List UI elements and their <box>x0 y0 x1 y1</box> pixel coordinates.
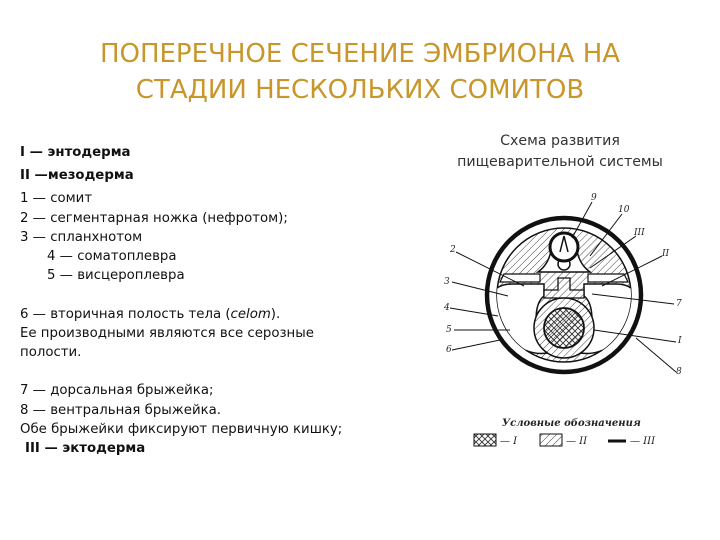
legend-endoderm: I — энтодерма <box>20 145 131 160</box>
diagram-label-4: 4 <box>444 303 450 313</box>
legend-key-III: — III <box>630 436 656 447</box>
somite-split-right <box>588 274 628 282</box>
legend-item-4: 4 — соматоплевра <box>47 249 177 265</box>
legend-item-5: 5 — висцероплевра <box>47 268 185 284</box>
legend-spacer <box>20 362 440 381</box>
diagram-label-8: 8 <box>676 367 682 377</box>
caption-line-1: Схема развития <box>500 133 620 149</box>
legend-swatch-mesoderm <box>540 434 562 446</box>
diagram-label-10: 10 <box>618 205 630 215</box>
germ-layer-legend <box>20 143 440 458</box>
diagram-label-6: 6 <box>446 345 452 355</box>
legend-spacer <box>20 285 440 304</box>
legend-item-6-note-2: полости. <box>20 345 82 361</box>
legend-key-I: — I <box>500 436 518 447</box>
legend-item-6-term: celom <box>230 306 271 322</box>
caption-line-2: пищеварительной системы <box>457 154 663 170</box>
legend-item-8: 8 — вентральная брыжейка. <box>20 402 222 418</box>
legend-item-1: 1 — сомит <box>20 191 93 207</box>
diagram-legend-title: Условные обозначения <box>502 418 641 429</box>
legend-key-II: — II <box>566 436 588 447</box>
legend-item-6-end: ). <box>270 306 281 322</box>
legend-item-3: 3 — спланхнотом <box>20 229 143 245</box>
figure-caption <box>420 131 700 173</box>
diagram-label-5: 5 <box>446 325 452 335</box>
title-line-2: СТАДИИ НЕСКОЛЬКИХ СОМИТОВ <box>135 75 585 105</box>
legend-mesentery-note: Обе брыжейки фиксируют первичную кишку; <box>20 421 343 437</box>
title-line-1: ПОПЕРЕЧНОЕ СЕЧЕНИЕ ЭМБРИОНА НА <box>99 39 621 69</box>
slide-title <box>20 36 700 108</box>
primary-gut <box>544 308 584 348</box>
legend-item-6-note-1: Ее производными являются все серозные <box>20 325 314 341</box>
legend-ectoderm: III — эктодерма <box>25 441 146 457</box>
legend-swatch-endoderm <box>474 434 496 446</box>
legend-item-6 <box>20 305 440 324</box>
somite-split-left <box>500 274 540 282</box>
diagram-label-7: 7 <box>676 299 682 309</box>
diagram-label-III: III <box>634 228 645 238</box>
diagram-label-3: 3 <box>444 277 450 287</box>
legend-item-2: 2 — сегментарная ножка (нефротом); <box>20 210 288 226</box>
legend-item-6-text: 6 — вторичная полость тела ( <box>20 306 231 322</box>
diagram-label-II: II <box>662 249 670 259</box>
legend-item-7: 7 — дорсальная брыжейка; <box>20 383 214 399</box>
diagram-label-2: 2 <box>450 245 456 255</box>
legend-mesoderm: II —мезодерма <box>20 168 134 184</box>
embryo-cross-section-diagram <box>440 190 710 460</box>
diagram-label-9: 9 <box>591 193 597 203</box>
diagram-label-I: I <box>678 336 682 346</box>
